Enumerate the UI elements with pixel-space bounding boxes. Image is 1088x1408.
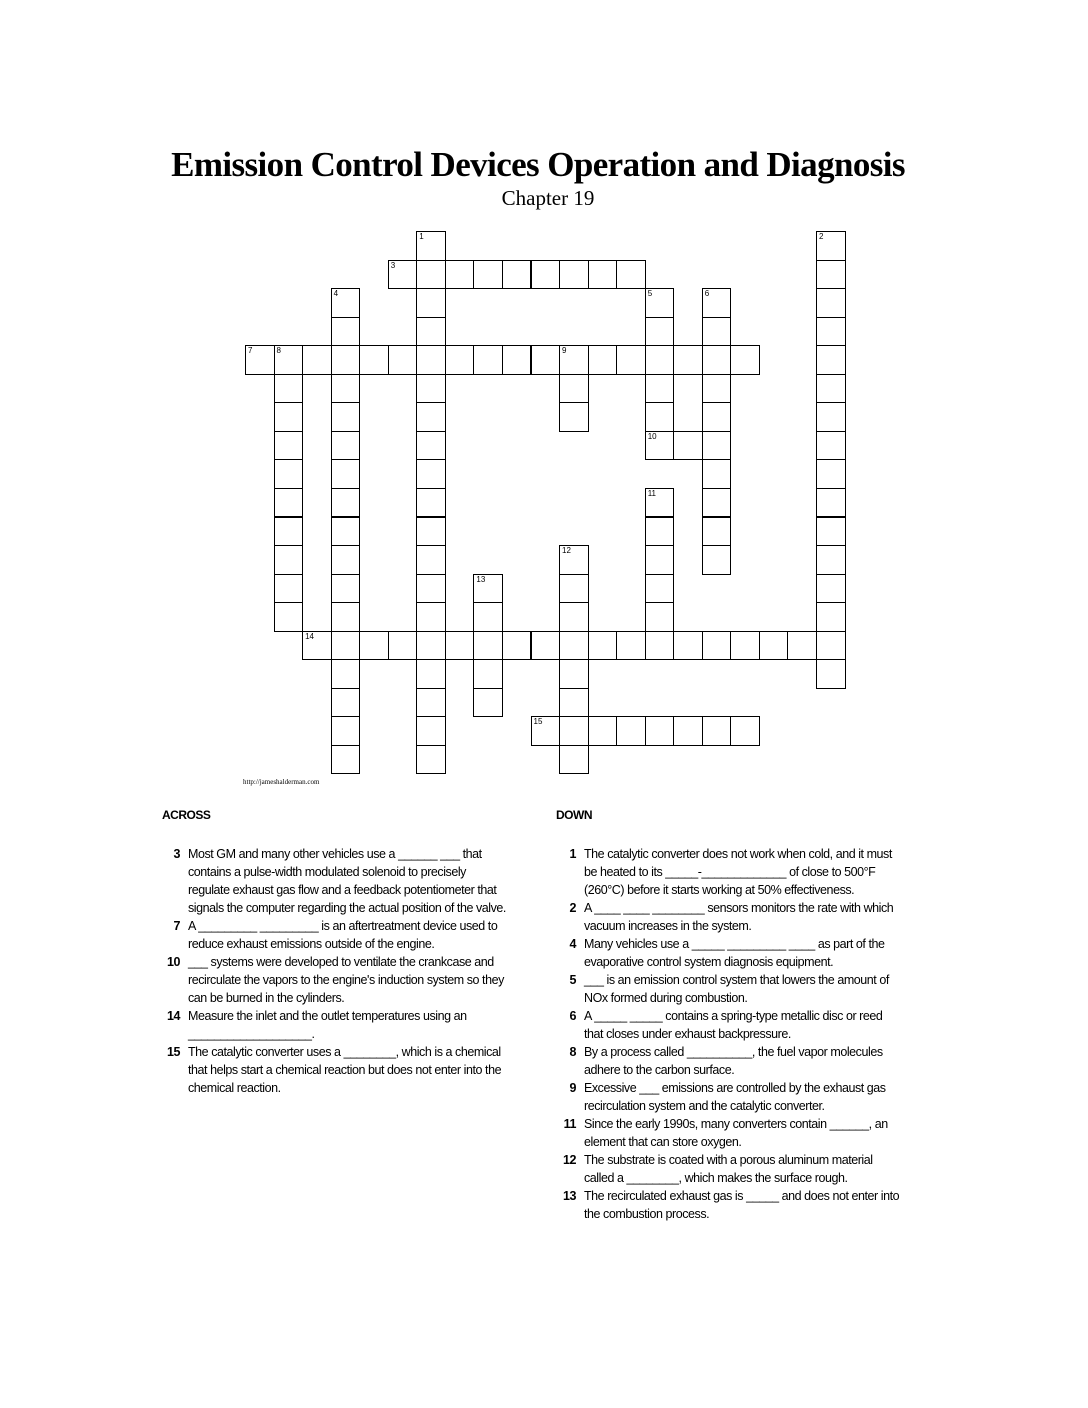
down-clue	[554, 971, 900, 1007]
grid-cell	[502, 631, 532, 661]
grid-cell	[702, 288, 732, 318]
grid-cell	[331, 745, 361, 775]
clue-number: 8	[569, 1045, 576, 1059]
grid-cell	[559, 602, 589, 632]
grid-cell	[445, 345, 475, 375]
grid-cell	[274, 517, 304, 547]
grid-cell	[588, 631, 618, 661]
grid-cell	[331, 488, 361, 518]
grid-cell	[645, 374, 675, 404]
grid-cell	[559, 374, 589, 404]
clue-number: 2	[569, 901, 576, 915]
clue-text: Since the early 1990s, many converters contain ______, an element that can store oxygen.	[584, 1117, 888, 1149]
grid-cell	[645, 431, 675, 461]
grid-cell	[702, 431, 732, 461]
grid-cell	[816, 374, 846, 404]
grid-cell	[331, 402, 361, 432]
clue-text: Many vehicles use a _____ _________ ____ as part of the evaporative control system diagnosis equipment.	[584, 937, 885, 969]
grid-cell	[331, 688, 361, 718]
grid-cell	[416, 716, 446, 746]
down-clue	[554, 1151, 900, 1187]
grid-cell	[816, 488, 846, 518]
cell-number: 2	[819, 232, 824, 241]
grid-cell	[416, 488, 446, 518]
cell-number: 10	[647, 431, 657, 441]
clue-number: 5	[569, 973, 576, 987]
grid-cell	[445, 260, 475, 290]
source-url: http://jameshalderman.com	[243, 778, 320, 786]
grid-cell	[702, 317, 732, 347]
clue-number: 15	[166, 1045, 180, 1059]
down-clue	[554, 1115, 900, 1151]
grid-cell	[274, 459, 304, 489]
grid-cell	[559, 402, 589, 432]
grid-cell	[616, 716, 646, 746]
grid-cell	[702, 374, 732, 404]
grid-cell	[730, 345, 760, 375]
down-clue	[554, 899, 900, 935]
grid-cell	[473, 688, 503, 718]
grid-cell	[473, 574, 503, 604]
grid-cell	[416, 745, 446, 775]
grid-cell	[473, 659, 503, 689]
grid-cell	[645, 288, 675, 318]
grid-cell	[531, 260, 561, 290]
cell-number: 9	[562, 346, 567, 356]
page-title: Emission Control Devices Operation and Diagnosis	[171, 145, 905, 184]
grid-cell	[559, 745, 589, 775]
clue-number: 3	[173, 847, 180, 861]
grid-cell	[331, 288, 361, 318]
grid-cell	[787, 631, 817, 661]
grid-cell	[616, 260, 646, 290]
grid-cell	[274, 602, 304, 632]
across-clue	[158, 845, 508, 917]
clue-text: Excessive ___ emissions are controlled by the exhaust gas recirculation system and the catalytic converter.	[584, 1081, 886, 1113]
grid-cell	[816, 631, 846, 661]
grid-cell	[416, 231, 446, 261]
grid-cell	[702, 459, 732, 489]
clue-number: 1	[569, 847, 576, 861]
grid-cell	[645, 345, 675, 375]
grid-cell	[331, 345, 361, 375]
grid-cell	[816, 317, 846, 347]
grid-cell	[673, 345, 703, 375]
cell-number: 12	[562, 546, 571, 556]
grid-cell	[302, 345, 332, 375]
cell-number: 4	[333, 289, 339, 299]
grid-cell	[645, 488, 675, 518]
grid-cell	[673, 716, 703, 746]
grid-cell	[645, 545, 675, 575]
clue-number: 11	[563, 1117, 576, 1131]
grid-cell	[416, 631, 446, 661]
grid-cell	[702, 345, 732, 375]
clue-text: ___ systems were developed to ventilate the crankcase and recirculate the vapors to the engine's induction system so they can be burned in the cylinders.	[188, 955, 504, 1005]
clue-text: The catalytic converter uses a ________, which is a chemical that helps start a chemical reaction but does not enter into the chemical reaction.	[188, 1045, 502, 1095]
grid-cell	[274, 488, 304, 518]
grid-cell	[645, 574, 675, 604]
grid-cell	[816, 517, 846, 547]
across-clue	[158, 1007, 508, 1043]
grid-cell	[645, 631, 675, 661]
down-clue	[554, 845, 900, 899]
clue-text: Measure the inlet and the outlet temperatures using an ___________________.	[188, 1009, 467, 1041]
down-clue	[554, 1007, 900, 1043]
grid-cell	[445, 631, 475, 661]
down-clue-list	[554, 845, 900, 1223]
grid-cell	[274, 545, 304, 575]
across-clue	[158, 953, 508, 1007]
grid-cell	[274, 374, 304, 404]
grid-cell	[559, 716, 589, 746]
grid-cell	[473, 260, 503, 290]
clue-text: Most GM and many other vehicles use a ______ ___ that contains a pulse-width modulated solenoid to precisely regulate exhaust gas flow and a feedback potentiometer that signals the computer regarding the actual position of the valve.	[188, 847, 506, 915]
clue-text: By a process called __________, the fuel vapor molecules adhere to the carbon surface.	[584, 1045, 883, 1077]
page-subtitle: Chapter 19	[501, 186, 595, 210]
grid-cell	[645, 716, 675, 746]
grid-cell	[331, 602, 361, 632]
grid-cell	[473, 345, 503, 375]
cell-number: 3	[390, 260, 396, 270]
grid-cell	[559, 545, 589, 575]
clue-number: 4	[569, 937, 576, 951]
grid-cell	[531, 345, 561, 375]
grid-cell	[702, 488, 732, 518]
grid-cell	[588, 260, 618, 290]
grid-cell	[673, 431, 703, 461]
grid-cell	[331, 574, 361, 604]
clue-number: 10	[166, 955, 180, 969]
grid-cell	[502, 345, 532, 375]
grid-cell	[816, 545, 846, 575]
grid-cell	[531, 631, 561, 661]
grid-cell	[416, 574, 446, 604]
grid-cell	[331, 659, 361, 689]
across-heading: ACROSS	[162, 808, 211, 822]
clue-text: A _________ _________ is an aftertreatment device used to reduce exhaust emissions outside of the engine.	[188, 919, 498, 951]
grid-cell	[559, 659, 589, 689]
grid-cell	[588, 716, 618, 746]
grid-cell	[816, 231, 846, 261]
grid-cell	[473, 631, 503, 661]
grid-cell	[759, 631, 789, 661]
grid-cell	[331, 317, 361, 347]
grid-cell	[416, 345, 446, 375]
clue-text: A ____ ____ ________ sensors monitors the rate with which vacuum increases in the system.	[584, 901, 894, 933]
clue-number: 7	[173, 919, 180, 933]
down-clue	[554, 935, 900, 971]
clue-number: 9	[569, 1081, 576, 1095]
grid-cell	[274, 402, 304, 432]
grid-cell	[331, 716, 361, 746]
grid-cell	[359, 631, 389, 661]
grid-cell	[416, 688, 446, 718]
grid-cell	[331, 631, 361, 661]
grid-cell	[416, 317, 446, 347]
grid-cell	[274, 345, 304, 375]
grid-cell	[702, 545, 732, 575]
grid-cell	[816, 260, 846, 290]
down-clue	[554, 1043, 900, 1079]
grid-cell	[559, 631, 589, 661]
grid-cell	[645, 317, 675, 347]
grid-cell	[416, 374, 446, 404]
grid-cell	[702, 716, 732, 746]
cell-number: 1	[419, 232, 424, 241]
across-clue-list	[158, 845, 508, 1097]
cell-number: 8	[276, 346, 281, 356]
down-heading: DOWN	[556, 808, 592, 822]
cell-number: 15	[533, 717, 543, 727]
grid-cell	[616, 631, 646, 661]
grid-cell	[559, 688, 589, 718]
grid-cell	[331, 374, 361, 404]
grid-cell	[730, 716, 760, 746]
grid-cell	[588, 345, 618, 375]
across-clue	[158, 1043, 508, 1097]
grid-cell	[416, 260, 446, 290]
grid-cell	[416, 459, 446, 489]
grid-cell	[559, 574, 589, 604]
grid-cell	[388, 260, 418, 290]
down-clue	[554, 1187, 900, 1223]
grid-cell	[245, 345, 275, 375]
grid-cell	[302, 631, 332, 661]
grid-cell	[416, 602, 446, 632]
grid-cell	[702, 517, 732, 547]
grid-cell	[331, 431, 361, 461]
grid-cell	[645, 402, 675, 432]
clue-number: 14	[166, 1009, 180, 1023]
clue-number: 12	[562, 1153, 576, 1167]
cell-number: 11	[647, 488, 656, 498]
grid-cell	[645, 602, 675, 632]
grid-cell	[816, 288, 846, 318]
grid-cell	[559, 345, 589, 375]
grid-cell	[559, 260, 589, 290]
clue-number: 13	[562, 1189, 576, 1203]
grid-cell	[416, 402, 446, 432]
grid-cell	[531, 716, 561, 746]
grid-cell	[416, 659, 446, 689]
grid-cell	[702, 631, 732, 661]
grid-cell	[388, 631, 418, 661]
grid-cell	[816, 459, 846, 489]
down-clue	[554, 1079, 900, 1115]
grid-cell	[816, 659, 846, 689]
clue-text: The catalytic converter does not work when cold, and it must be heated to its _____-_____________ of close to 500°F (260°C) before it starts working at 50% effectiveness.	[584, 847, 892, 897]
grid-cell	[645, 517, 675, 547]
grid-cell	[331, 545, 361, 575]
grid-cell	[416, 517, 446, 547]
grid-cell	[616, 345, 646, 375]
grid-cell	[502, 260, 532, 290]
grid-cell	[274, 574, 304, 604]
grid-cell	[331, 517, 361, 547]
grid-cell	[816, 574, 846, 604]
grid-cell	[331, 459, 361, 489]
grid-cell	[359, 345, 389, 375]
clue-text: The substrate is coated with a porous aluminum material called a ________, which makes the surface rough.	[584, 1153, 873, 1185]
grid-cell	[673, 631, 703, 661]
grid-cell	[416, 545, 446, 575]
grid-cell	[473, 602, 503, 632]
grid-cell	[274, 431, 304, 461]
grid-cell	[730, 631, 760, 661]
clue-text: ___ is an emission control system that lowers the amount of NOx formed during combustion.	[584, 973, 889, 1005]
grid-cell	[388, 345, 418, 375]
cell-number: 13	[476, 574, 486, 584]
clue-number: 6	[569, 1009, 576, 1023]
across-clue	[158, 917, 508, 953]
grid-cell	[816, 602, 846, 632]
cell-number: 7	[248, 346, 253, 356]
grid-cell	[416, 431, 446, 461]
clue-text: A _____ _____ contains a spring-type metallic disc or reed that closes under exhaust backpressure.	[584, 1009, 883, 1041]
cell-number: 5	[647, 289, 653, 299]
cell-number: 14	[305, 631, 314, 641]
grid-cell	[816, 345, 846, 375]
clue-text: The recirculated exhaust gas is _____ and does not enter into the combustion process.	[584, 1189, 900, 1221]
grid-cell	[816, 431, 846, 461]
grid-cell	[702, 402, 732, 432]
grid-cell	[416, 288, 446, 318]
cell-number: 6	[704, 289, 710, 299]
grid-cell	[816, 402, 846, 432]
